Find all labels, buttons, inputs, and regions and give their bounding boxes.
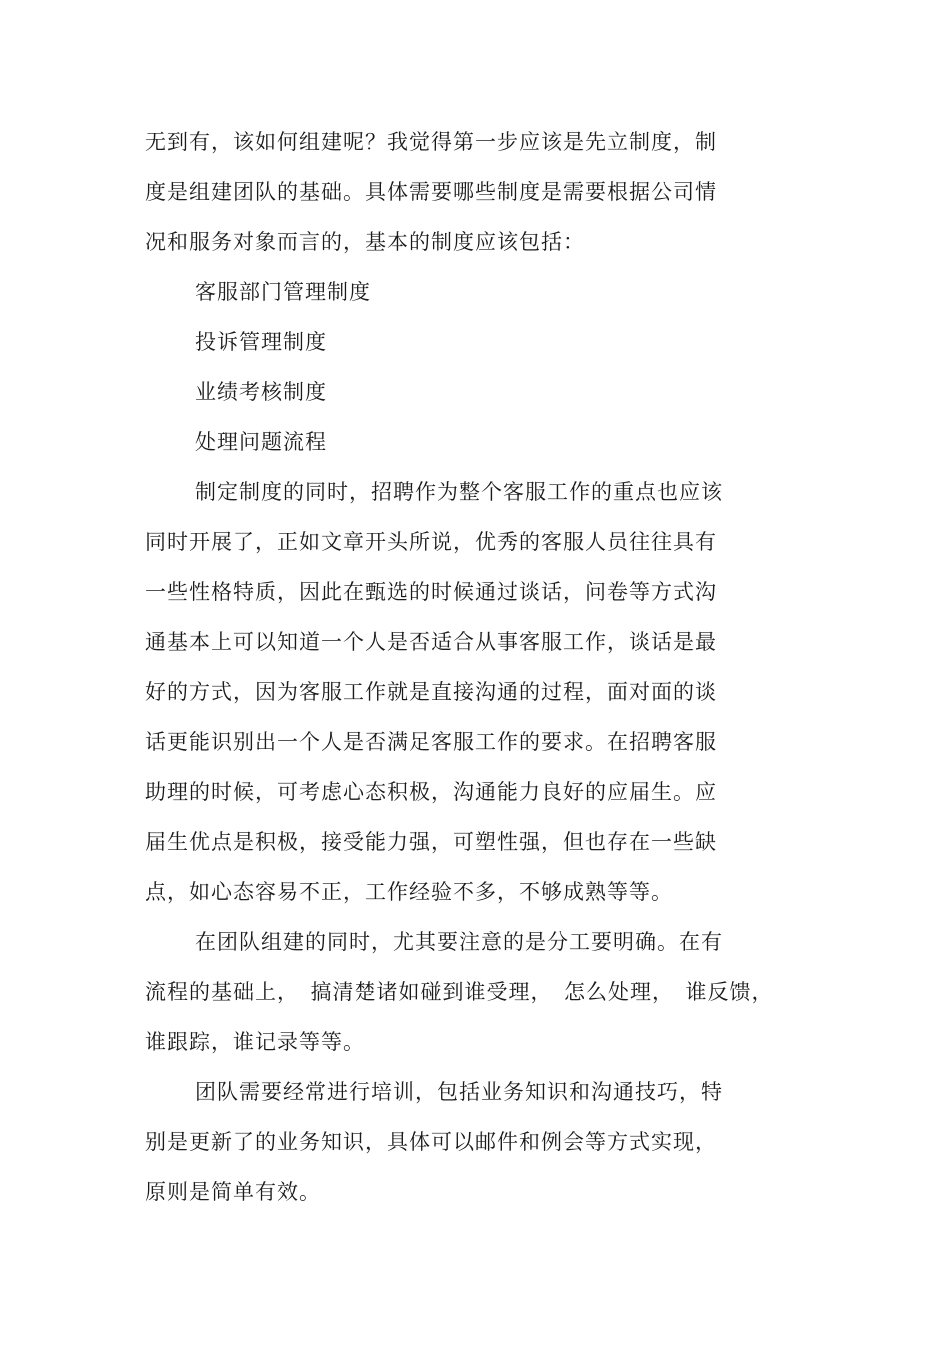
paragraph-line: 届生优点是积极，接受能力强，可塑性强，但也存在一些缺 [145, 830, 717, 854]
paragraph-line: 别是更新了的业务知识，具体可以邮件和例会等方式实现， [145, 1130, 717, 1154]
paragraph-line: 通基本上可以知道一个人是否适合从事客服工作，谈话是最 [145, 630, 717, 654]
paragraph-line: 况和服务对象而言的，基本的制度应该包括： [145, 230, 585, 254]
paragraph-line: 同时开展了，正如文章开头所说，优秀的客服人员往往具有 [145, 530, 717, 554]
list-item: 处理问题流程 [195, 430, 327, 454]
list-item: 业绩考核制度 [195, 380, 327, 404]
paragraph-line: 话更能识别出一个人是否满足客服工作的要求。在招聘客服 [145, 730, 717, 754]
paragraph-line: 一些性格特质，因此在甄选的时候通过谈话，问卷等方式沟 [145, 580, 717, 604]
paragraph-line: 谁跟踪，谁记录等等。 [145, 1030, 365, 1054]
paragraph-line: 度是组建团队的基础。具体需要哪些制度是需要根据公司情 [145, 180, 717, 204]
paragraph-line: 制定制度的同时，招聘作为整个客服工作的重点也应该 [195, 480, 723, 504]
paragraph-line: 助理的时候，可考虑心态积极，沟通能力良好的应届生。应 [145, 780, 717, 804]
list-item: 客服部门管理制度 [195, 280, 371, 304]
paragraph-line: 原则是简单有效。 [145, 1180, 321, 1204]
paragraph-line: 好的方式，因为客服工作就是直接沟通的过程，面对面的谈 [145, 680, 717, 704]
paragraph-line: 流程的基础上， 搞清楚诸如碰到谁受理， 怎么处理， 谁反馈， [145, 980, 774, 1004]
paragraph-line: 在团队组建的同时，尤其要注意的是分工要明确。在有 [195, 930, 723, 954]
list-item: 投诉管理制度 [195, 330, 327, 354]
paragraph-line: 团队需要经常进行培训，包括业务知识和沟通技巧，特 [195, 1080, 723, 1104]
paragraph-line: 点，如心态容易不正，工作经验不多，不够成熟等等。 [145, 880, 673, 904]
paragraph-line: 无到有，该如何组建呢？我觉得第一步应该是先立制度，制 [145, 130, 717, 154]
